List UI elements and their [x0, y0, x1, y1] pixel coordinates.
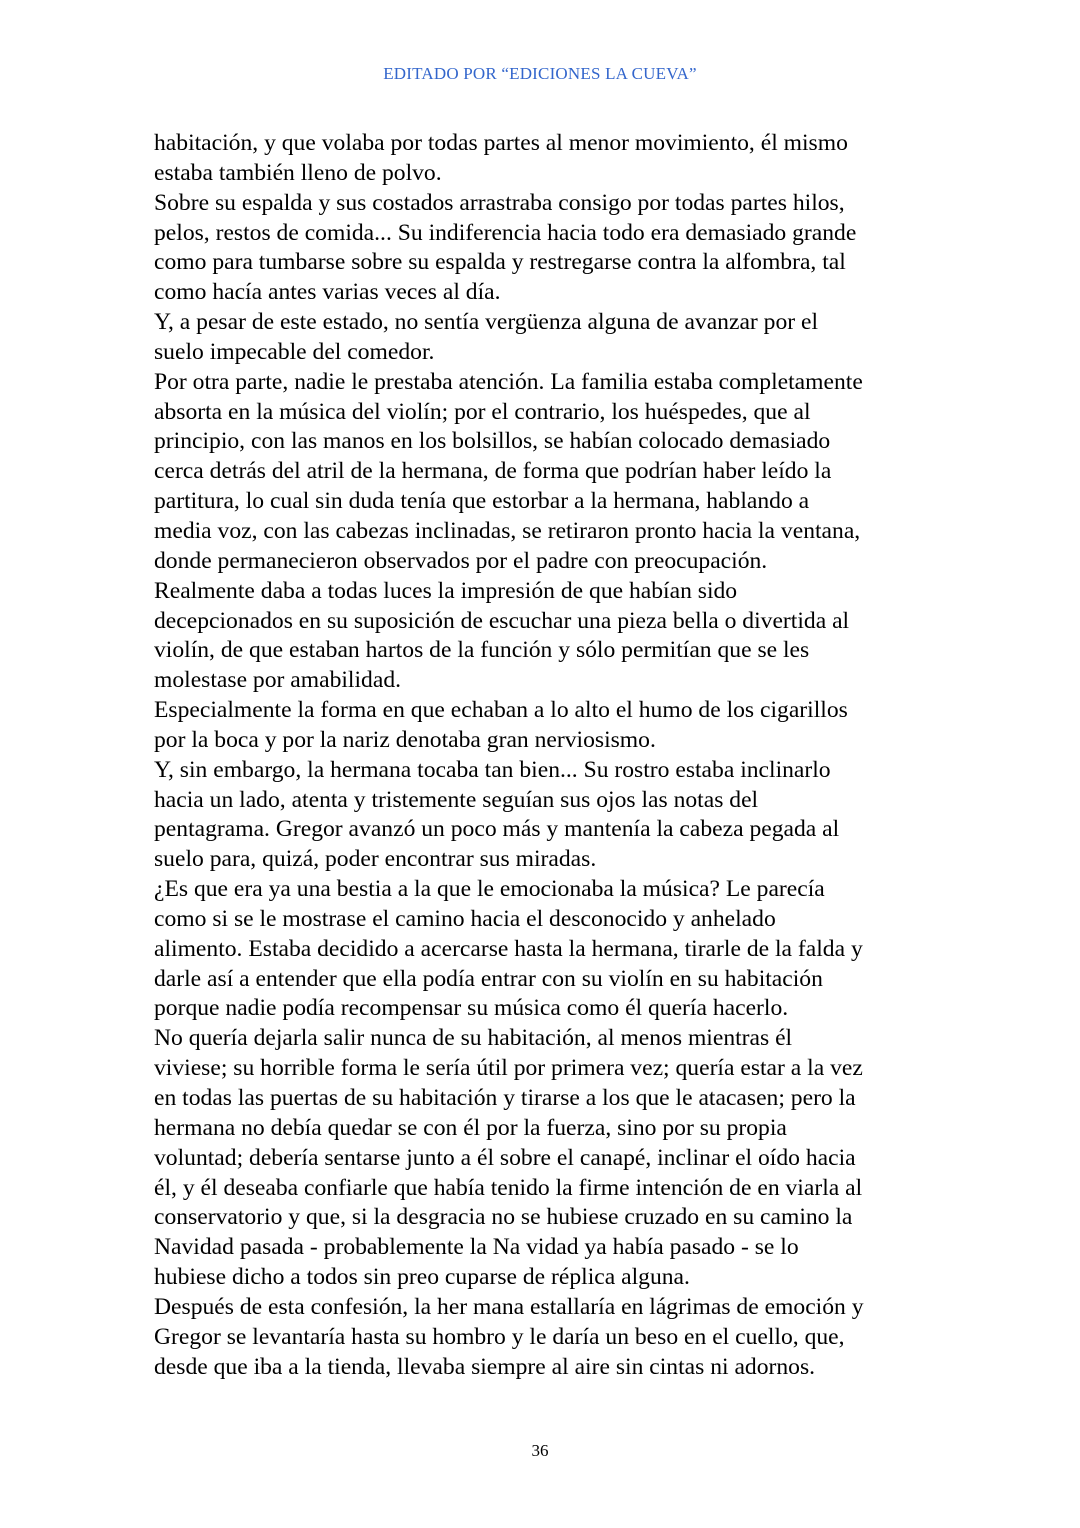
text-line: Después de esta confesión, la her mana estallaría en lágrimas de emoción y — [154, 1293, 864, 1320]
text-line: porque nadie podía recompensar su música como él quería hacerlo. — [154, 995, 789, 1022]
text-line: desde que iba a la tienda, llevaba siempre al aire sin cintas ni adornos. — [154, 1353, 816, 1380]
text-line: Y, a pesar de este estado, no sentía vergüenza alguna de avanzar por el — [154, 309, 819, 336]
text-line: Navidad pasada - probablemente la Na vidad ya había pasado - se lo — [154, 1234, 799, 1261]
text-line: decepcionados en su suposición de escuchar una pieza bella o divertida al — [154, 607, 850, 634]
text-line: habitación, y que volaba por todas partes al menor movimiento, él mismo — [154, 130, 848, 156]
text-line: Sobre su espalda y sus costados arrastraba consigo por todas partes hilos, — [154, 189, 845, 216]
text-line: hermana no debía quedar se con él por la fuerza, sino por su propia — [154, 1114, 787, 1141]
text-line: en todas las puertas de su habitación y tirarse a los que le atacasen; pero la — [154, 1085, 856, 1111]
body-text — [154, 129, 944, 1382]
text-line: violín, de que estaban hartos de la función y sólo permitían que se les — [154, 637, 810, 664]
text-line: por la boca y por la nariz denotaba gran nerviosismo. — [154, 726, 656, 753]
text-line: suelo para, quizá, poder encontrar sus miradas. — [154, 846, 597, 873]
text-line: Gregor se levantaría hasta su hombro y le daría un beso en el cuello, que, — [154, 1323, 845, 1350]
text-line: estaba también lleno de polvo. — [154, 159, 442, 186]
text-line: como para tumbarse sobre su espalda y restregarse contra la alfombra, tal — [154, 249, 846, 276]
text-line: hubiese dicho a todos sin preo cuparse de réplica alguna. — [154, 1264, 690, 1291]
text-line: voluntad; debería sentarse junto a él sobre el canapé, inclinar el oído hacia — [154, 1144, 856, 1171]
text-line: suelo impecable del comedor. — [154, 338, 435, 365]
text-line: cerca detrás del atril de la hermana, de forma que podrían haber leído la — [154, 458, 832, 485]
text-line: conservatorio y que, si la desgracia no se hubiese cruzado en su camino la — [154, 1204, 853, 1231]
text-line: principio, con las manos en los bolsillos, se habían colocado demasiado — [154, 428, 831, 455]
text-line: Realmente daba a todas luces la impresión de que habían sido — [154, 577, 738, 604]
text-line: pentagrama. Gregor avanzó un poco más y mantenía la cabeza pegada al — [154, 816, 840, 843]
text-line: darle así a entender que ella podía entrar con su violín en su habitación — [154, 965, 823, 992]
page-number: 36 — [531, 1441, 549, 1460]
text-line: No quería dejarla salir nunca de su habitación, al menos mientras él — [154, 1025, 793, 1052]
text-line: absorta en la música del violín; por el contrario, los huéspedes, que al — [154, 398, 811, 425]
text-line: hacia un lado, atenta y tristemente seguían sus ojos las notas del — [154, 786, 759, 813]
text-line: media voz, con las cabezas inclinadas, se retiraron pronto hacia la ventana, — [154, 517, 861, 544]
text-line: Especialmente la forma en que echaban a lo alto el humo de los cigarillos — [154, 697, 848, 724]
text-line: como hacía antes varias veces al día. — [154, 279, 501, 306]
text-line: pelos, restos de comida... Su indiferencia hacia todo era demasiado grande — [154, 219, 857, 246]
page-header: EDITADO POR “EDICIONES LA CUEVA” — [383, 64, 697, 83]
text-line: alimento. Estaba decidido a acercarse hasta la hermana, tirarle de la falda y — [154, 935, 863, 962]
text-line: como si se le mostrase el camino hacia el desconocido y anhelado — [154, 905, 776, 932]
text-line: Por otra parte, nadie le prestaba atención. La familia estaba completamente — [154, 368, 863, 395]
text-line: viviese; su horrible forma le sería útil por primera vez; quería estar a la vez — [154, 1055, 863, 1082]
text-line: él, y él deseaba confiarle que había tenido la firme intención de en viarla al — [154, 1174, 863, 1201]
text-line: partitura, lo cual sin duda tenía que estorbar a la hermana, hablando a — [154, 488, 810, 515]
text-line: molestase por amabilidad. — [154, 667, 402, 694]
text-line: ¿Es que era ya una bestia a la que le emocionaba la música? Le parecía — [154, 876, 825, 903]
text-line: donde permanecieron observados por el padre con preocupación. — [154, 547, 768, 574]
text-line: Y, sin embargo, la hermana tocaba tan bien... Su rostro estaba inclinarlo — [154, 756, 831, 783]
